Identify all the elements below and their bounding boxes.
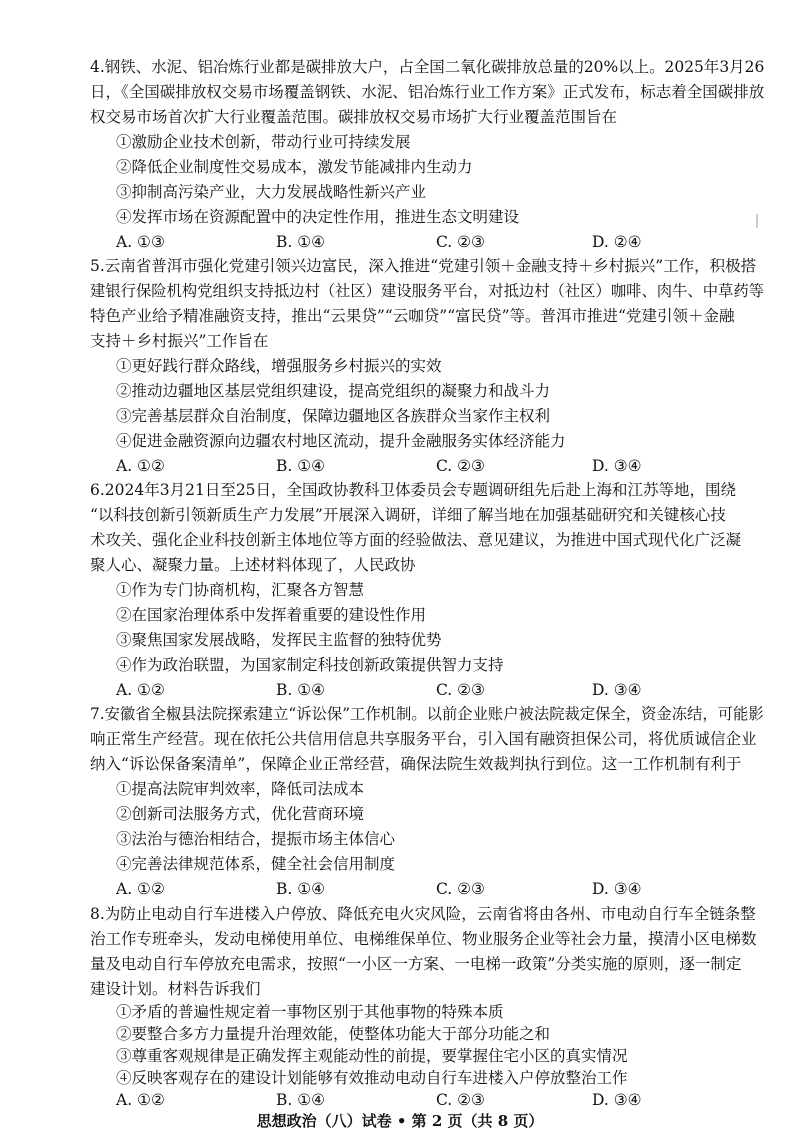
q8-choice-b[interactable]: B. ①④ <box>276 1091 326 1109</box>
q7-stem-line-2: 响正常生产经营。现在依托公共信用信息共享服务平台，引入国有融资担保公司，将优质诚信企业 <box>90 730 757 748</box>
q8-option-2: ②要整合多方力量提升治理效能，使整体功能大于部分功能之和 <box>116 1025 551 1043</box>
q6-choice-b[interactable]: B. ①④ <box>276 681 326 699</box>
q6-option-4: ④作为政治联盟，为国家制定科技创新政策提供智力支持 <box>116 656 504 674</box>
q5-option-4: ④促进金融资源向边疆农村地区流动，提升金融服务实体经济能力 <box>116 432 566 450</box>
q4-choice-a[interactable]: A. ①③ <box>116 233 165 251</box>
q6-choice-d[interactable]: D. ③④ <box>592 681 642 699</box>
q4-stem-line-1: 4.钢铁、水泥、铝冶炼行业都是碳排放大户，占全国二氧化碳排放总量的20%以上。2025年3月26 <box>90 58 765 76</box>
q8-choice-a[interactable]: A. ①② <box>116 1091 165 1109</box>
q7-stem-line-3: 纳入“诉讼保备案清单”，保障企业正常经营，确保法院生效裁判执行到位。这一工作机制有利于 <box>90 755 742 773</box>
q6-stem-line-3: 术攻关、强化企业科技创新主体地位等方面的经验做法、意见建议，为推进中国式现代化广泛凝 <box>90 531 742 549</box>
q5-choice-b[interactable]: B. ①④ <box>276 457 326 475</box>
q7-choice-b[interactable]: B. ①④ <box>276 880 326 898</box>
q5-choice-d[interactable]: D. ③④ <box>592 457 642 475</box>
q5-stem-line-4: 支持＋乡村振兴”工作旨在 <box>90 332 269 350</box>
q4-option-4: ④发挥市场在资源配置中的决定性作用，推进生态文明建设 <box>116 208 520 226</box>
q4-option-2: ②降低企业制度性交易成本，激发节能减排内生动力 <box>116 158 473 176</box>
q6-stem-line-4: 聚人心、凝聚力量。上述材料体现了，人民政协 <box>90 556 416 574</box>
q4-stem-line-2: 日，《全国碳排放权交易市场覆盖钢铁、水泥、铝冶炼行业工作方案》正式发布，标志着全国碳排放 <box>90 83 765 101</box>
q5-choice-a[interactable]: A. ①② <box>116 457 165 475</box>
q4-choice-b[interactable]: B. ①④ <box>276 233 326 251</box>
q8-option-4: ④反映客观存在的建设计划能够有效推动电动自行车进楼入户停放整治工作 <box>116 1069 628 1087</box>
q5-option-3: ③完善基层群众自治制度，保障边疆地区各族群众当家作主权利 <box>116 407 551 425</box>
q8-choice-c[interactable]: C. ②③ <box>436 1091 485 1109</box>
q8-stem-line-2: 治工作专班牵头，发动电梯使用单位、电梯维保单位、物业服务企业等社会力量，摸清小区电梯数 <box>90 930 757 948</box>
q7-option-1: ①提高法院审判效率，降低司法成本 <box>116 780 365 798</box>
q5-stem-line-3: 特色产业给予精准融资支持，推出“云果贷”“云咖贷”“富民贷”等。普洱市推进“党建引领＋金融 <box>90 307 735 325</box>
q8-stem-line-1: 8.为防止电动自行车进楼入户停放、降低充电火灾风险，云南省将由各州、市电动自行车全链条整 <box>90 905 756 923</box>
q5-stem-line-2: 建银行保险机构党组织支持抵边村（社区）建设服务平台，对抵边村（社区）咖啡、肉牛、中草药等 <box>90 282 765 300</box>
q5-choices <box>116 454 676 478</box>
q4-choice-d[interactable]: D. ②④ <box>592 233 642 251</box>
q4-stem-line-3: 权交易市场首次扩大行业覆盖范围。碳排放权交易市场扩大行业覆盖范围旨在 <box>90 108 618 126</box>
q7-choice-a[interactable]: A. ①② <box>116 880 165 898</box>
q6-choices <box>116 678 676 702</box>
q6-choice-c[interactable]: C. ②③ <box>436 681 485 699</box>
q6-stem-line-1: 6.2024年3月21日至25日，全国政协教科卫体委员会专题调研组先后赴上海和江苏等地，围绕 <box>90 481 737 499</box>
q7-choice-d[interactable]: D. ③④ <box>592 880 642 898</box>
q6-choice-a[interactable]: A. ①② <box>116 681 165 699</box>
q4-choice-c[interactable]: C. ②③ <box>436 233 485 251</box>
q5-stem-line-1: 5.云南省普洱市强化党建引领兴边富民，深入推进“党建引领＋金融支持＋乡村振兴”工作，积极搭 <box>90 257 757 275</box>
q6-option-2: ②在国家治理体系中发挥着重要的建设性作用 <box>116 606 427 624</box>
q7-option-3: ③法治与德治相结合，提振市场主体信心 <box>116 830 396 848</box>
q6-option-1: ①作为专门协商机构，汇聚各方智慧 <box>116 581 365 599</box>
q6-option-3: ③聚焦国家发展战略，发挥民主监督的独特优势 <box>116 631 442 649</box>
q8-option-1: ①矛盾的普遍性规定着一事物区别于其他事物的特殊本质 <box>116 1003 504 1021</box>
q7-stem-line-1: 7.安徽省全椒县法院探索建立“诉讼保”工作机制。以前企业账户被法院裁定保全，资金冻结，可能影 <box>90 705 764 723</box>
q7-choices <box>116 877 676 901</box>
q4-option-3: ③抑制高污染产业，大力发展战略性新兴产业 <box>116 183 427 201</box>
q7-choice-c[interactable]: C. ②③ <box>436 880 485 898</box>
q8-option-3: ③尊重客观规律是正确发挥主观能动性的前提，要掌握住宅小区的真实情况 <box>116 1047 628 1065</box>
q4-choices <box>116 230 676 254</box>
q4-option-1: ①激励企业技术创新，带动行业可持续发展 <box>116 133 411 151</box>
q5-option-1: ①更好践行群众路线，增强服务乡村振兴的实效 <box>116 357 442 375</box>
scan-mark <box>756 214 758 228</box>
page-footer: 思想政治（八）试卷 • 第 2 页（共 8 页） <box>256 1112 544 1130</box>
q8-stem-line-4: 建设计划。材料告诉我们 <box>90 980 261 998</box>
q8-choice-d[interactable]: D. ③④ <box>592 1091 642 1109</box>
q6-stem-line-2: “以科技创新引领新质生产力发展”开展深入调研，详细了解当地在加强基础研究和关键核心技 <box>90 506 726 524</box>
q7-option-4: ④完善法律规范体系，健全社会信用制度 <box>116 855 396 873</box>
q5-option-2: ②推动边疆地区基层党组织建设，提高党组织的凝聚力和战斗力 <box>116 382 551 400</box>
q8-choices <box>116 1088 676 1112</box>
q8-stem-line-3: 量及电动自行车停放充电需求，按照“一小区一方案、一电梯一政策”分类实施的原则，逐一制定 <box>90 955 742 973</box>
q5-choice-c[interactable]: C. ②③ <box>436 457 485 475</box>
q7-option-2: ②创新司法服务方式，优化营商环境 <box>116 805 365 823</box>
